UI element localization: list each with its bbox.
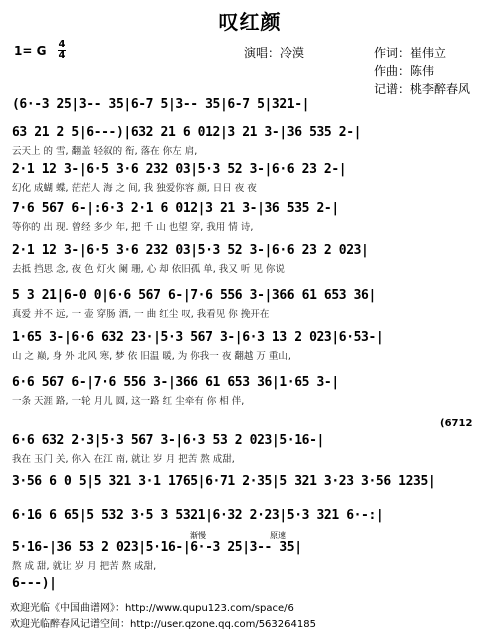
- row-lyrics: 我在 玉门 关, 你入 在江 南, 就让 岁 月 把苦 熬 成甜,: [12, 454, 235, 465]
- row-lyrics: 一条 天涯 路, 一轮 月儿 圆, 这一路 红 尘牵有 你 相 伴,: [12, 396, 245, 407]
- row-lyrics: 山 之 巅, 身 外 北风 寒, 梦 依 旧温 暖, 为 你我一 夜 翻越 万 重山,: [12, 351, 291, 362]
- row-lyrics: 去抵 挡思 念, 夜 色 灯火 阑 珊, 心 却 依旧孤 单, 我又 听 见 你说: [12, 264, 285, 275]
- transcriber-credit: 记谱：桃李醉春风: [374, 82, 471, 96]
- row-notes: 7·6 567 6-|:6·3 2·1 6 012|3 21 3-|36 535 2-|: [12, 201, 339, 216]
- row-notes: 1·65 3-|6·6 632 23·|5·3 567 3-|6·3 13 2 023|6·53-|: [12, 330, 384, 345]
- a-tempo-mark: 原速: [270, 531, 286, 540]
- row-lyrics: 云天上 的 雪, 翻盖 轻叙的 衔, 落在 你左 肩,: [12, 146, 198, 157]
- row-lyrics: 真爱 并不 远, 一 壶 穿肠 酒, 一 曲 红尘 叹, 我看见 你 挽开在: [12, 309, 270, 320]
- lyricist-credit: 作词：崔伟立: [374, 46, 447, 60]
- row-notes: 2·1 12 3-|6·5 3·6 232 03|5·3 52 3-|6·6 23 2 023|: [12, 243, 369, 258]
- key-signature: 1= G: [14, 44, 47, 58]
- time-signature: [57, 40, 67, 61]
- repeat-bracket: (6712: [440, 418, 473, 429]
- footer-qzone-line: 欢迎光临醉春风记谱空间：http://user.qzone.qq.com/563264185: [10, 619, 316, 630]
- row-lyrics: 幻化 成蝴 蝶, 茫茫人 海 之 间, 我 独爱你容 颜, 日日 夜 夜: [12, 183, 257, 194]
- row-notes: 63 21 2 5|6---)|632 21 6 012|3 21 3-|36 535 2-|: [12, 125, 362, 140]
- row-notes: 3·56 6 0 5|5 321 3·1 1765|6·71 2·35|5 321 3·23 3·56 1235|: [12, 474, 436, 489]
- row-notes: 6·16 6 65|5 532 3·5 3 5321|6·32 2·23|5·3 321 6·-:|: [12, 508, 384, 523]
- time-signature-top: 4: [58, 39, 66, 50]
- row-notes: 6·6 632 2·3|5·3 567 3-|6·3 53 2 023|5·16-|: [12, 433, 324, 448]
- row-notes: 5 3 21|6-0 0|6·6 567 6-|7·6 556 3-|366 61 653 36|: [12, 288, 376, 303]
- row-notes: (6·-3 25|3-- 35|6-7 5|3-- 35|6-7 5|321-|: [12, 97, 310, 112]
- row-notes: 6·6 567 6-|7·6 556 3-|366 61 653 36|1·65 3-|: [12, 375, 339, 390]
- row-notes: 5·16-|36 53 2 023|5·16-|6·-3 25|3-- 35|: [12, 540, 302, 555]
- ritardando-mark: 渐慢: [190, 531, 206, 540]
- row-notes: 2·1 12 3-|6·5 3·6 232 03|5·3 52 3-|6·6 23 2-|: [12, 162, 347, 177]
- time-signature-bottom: 4: [58, 50, 66, 61]
- song-title: 叹红颜: [218, 10, 282, 34]
- footer-website-line: 欢迎光临《中国曲谱网》：http://www.qupu123.com/space/6: [10, 603, 294, 614]
- singer-credit: 演唱：冷漠: [244, 46, 305, 60]
- composer-credit: 作曲：陈伟: [374, 64, 435, 78]
- row-lyrics: 等你的 出 现. 曾经 多少 年, 把 千 山 也望 穿, 我用 情 诗,: [12, 222, 254, 233]
- row-lyrics: 熬 成 甜, 就让 岁 月 把苦 熬 成甜,: [12, 561, 157, 572]
- row-notes: 6---)|: [12, 576, 57, 591]
